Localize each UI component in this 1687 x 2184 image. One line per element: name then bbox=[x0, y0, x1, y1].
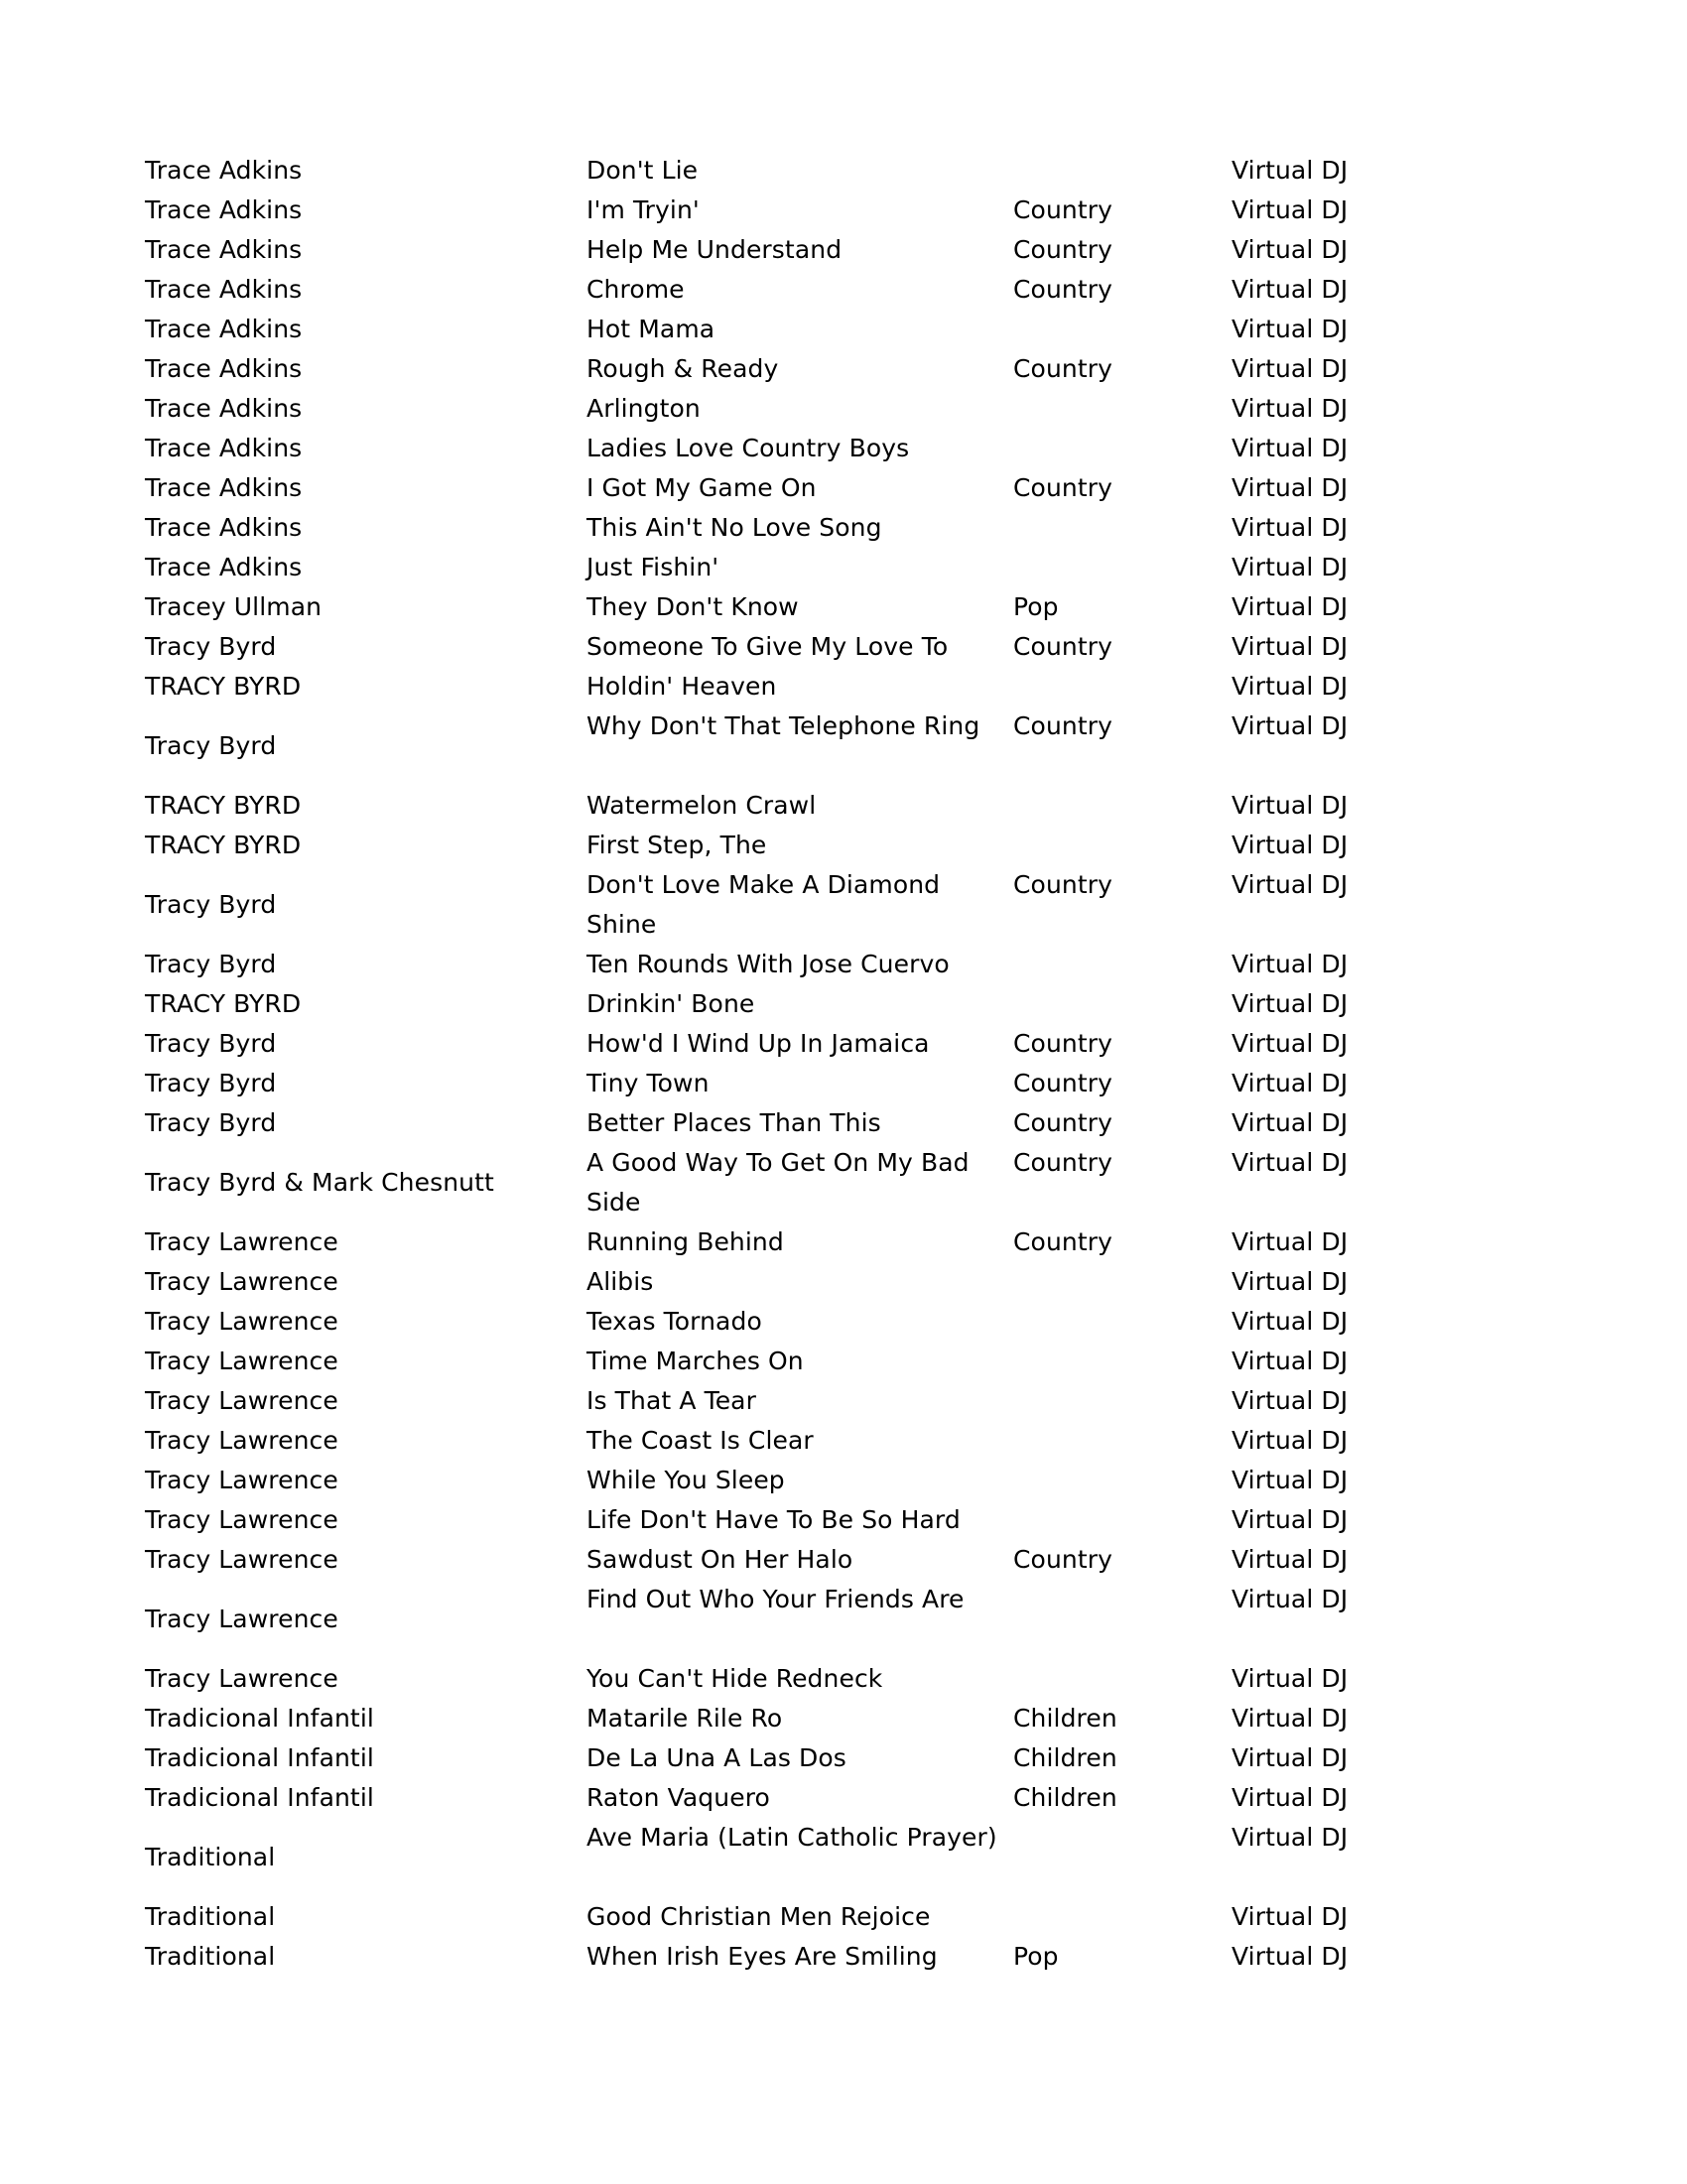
genre-cell: Country bbox=[1013, 275, 1113, 304]
title-cell: Don't Lie bbox=[586, 156, 699, 185]
artist-cell: Tracy Lawrence bbox=[145, 1505, 338, 1534]
table-row bbox=[145, 1500, 1385, 1540]
genre-cell bbox=[1013, 826, 1232, 865]
table-row bbox=[145, 984, 1385, 1024]
artist-cell: TRACY BYRD bbox=[145, 791, 302, 820]
artist-cell: TRACY BYRD bbox=[145, 831, 302, 859]
artist-cell: Tracy Lawrence bbox=[145, 1545, 338, 1574]
title-cell: How'd I Wind Up In Jamaica bbox=[586, 1029, 930, 1058]
title-cell: While You Sleep bbox=[586, 1466, 785, 1494]
title-cell: Good Christian Men Rejoice bbox=[586, 1902, 931, 1931]
title-cell: I'm Tryin' bbox=[586, 195, 700, 224]
title-cell: Arlington bbox=[586, 394, 701, 423]
source-cell: Virtual DJ bbox=[1232, 1148, 1349, 1177]
genre-cell bbox=[1013, 1500, 1232, 1540]
source-cell: Virtual DJ bbox=[1232, 950, 1349, 978]
genre-cell bbox=[1013, 786, 1232, 826]
song-list-body bbox=[145, 151, 1385, 1977]
title-cell: They Don't Know bbox=[586, 592, 799, 621]
source-cell: Virtual DJ bbox=[1232, 1307, 1349, 1336]
artist-cell: Tracy Byrd bbox=[145, 731, 277, 760]
table-row bbox=[145, 627, 1385, 667]
source-cell: Virtual DJ bbox=[1232, 394, 1349, 423]
title-cell: Is That A Tear bbox=[586, 1386, 756, 1415]
table-row bbox=[145, 1897, 1385, 1937]
genre-cell: Country bbox=[1013, 473, 1113, 502]
table-row bbox=[145, 1699, 1385, 1738]
table-row bbox=[145, 508, 1385, 548]
artist-cell: Tracy Lawrence bbox=[145, 1347, 338, 1375]
genre-cell: Country bbox=[1013, 870, 1113, 899]
table-row bbox=[145, 1143, 1385, 1222]
artist-cell: Tradicional Infantil bbox=[145, 1704, 374, 1733]
source-cell: Virtual DJ bbox=[1232, 1783, 1349, 1812]
artist-cell: Traditional bbox=[145, 1843, 276, 1871]
title-cell: Ladies Love Country Boys bbox=[586, 434, 910, 462]
title-cell: Raton Vaquero bbox=[586, 1783, 770, 1812]
table-row bbox=[145, 1659, 1385, 1699]
genre-cell: Country bbox=[1013, 632, 1113, 661]
genre-cell: Country bbox=[1013, 195, 1113, 224]
source-cell: Virtual DJ bbox=[1232, 275, 1349, 304]
table-row bbox=[145, 1580, 1385, 1659]
source-cell: Virtual DJ bbox=[1232, 1545, 1349, 1574]
artist-cell: Tracy Lawrence bbox=[145, 1267, 338, 1296]
source-cell: Virtual DJ bbox=[1232, 1108, 1349, 1137]
table-row bbox=[145, 349, 1385, 389]
artist-cell: Trace Adkins bbox=[145, 235, 303, 264]
title-cell: Running Behind bbox=[586, 1227, 784, 1256]
source-cell: Virtual DJ bbox=[1232, 513, 1349, 542]
title-cell: First Step, The bbox=[586, 831, 767, 859]
genre-cell: Country bbox=[1013, 1108, 1113, 1137]
artist-cell: Trace Adkins bbox=[145, 354, 303, 383]
genre-cell bbox=[1013, 508, 1232, 548]
table-row bbox=[145, 945, 1385, 984]
title-cell: Chrome bbox=[586, 275, 685, 304]
source-cell: Virtual DJ bbox=[1232, 1823, 1349, 1852]
artist-cell: Trace Adkins bbox=[145, 434, 303, 462]
source-cell: Virtual DJ bbox=[1232, 156, 1349, 185]
artist-cell: Tracy Byrd bbox=[145, 1069, 277, 1097]
artist-cell: Tracy Lawrence bbox=[145, 1426, 338, 1455]
title-cell: A Good Way To Get On My Bad Side bbox=[586, 1148, 970, 1217]
title-cell: Don't Love Make A Diamond Shine bbox=[586, 870, 941, 939]
title-cell: Why Don't That Telephone Ring bbox=[586, 711, 980, 740]
artist-cell: Tracy Byrd bbox=[145, 632, 277, 661]
table-row bbox=[145, 1738, 1385, 1778]
genre-cell bbox=[1013, 429, 1232, 468]
source-cell: Virtual DJ bbox=[1232, 195, 1349, 224]
table-row bbox=[145, 1421, 1385, 1461]
genre-cell: Pop bbox=[1013, 1942, 1059, 1971]
genre-cell bbox=[1013, 667, 1232, 707]
source-cell: Virtual DJ bbox=[1232, 235, 1349, 264]
title-cell: Better Places Than This bbox=[586, 1108, 881, 1137]
genre-cell bbox=[1013, 1302, 1232, 1342]
table-row bbox=[145, 310, 1385, 349]
table-row bbox=[145, 1302, 1385, 1342]
genre-cell bbox=[1013, 389, 1232, 429]
source-cell: Virtual DJ bbox=[1232, 434, 1349, 462]
table-row bbox=[145, 389, 1385, 429]
artist-cell: Traditional bbox=[145, 1942, 276, 1971]
artist-cell: Tracey Ullman bbox=[145, 592, 323, 621]
table-row bbox=[145, 429, 1385, 468]
table-row bbox=[145, 1778, 1385, 1818]
genre-cell bbox=[1013, 310, 1232, 349]
title-cell: The Coast Is Clear bbox=[586, 1426, 814, 1455]
genre-cell: Country bbox=[1013, 1227, 1113, 1256]
table-row bbox=[145, 1064, 1385, 1103]
source-cell: Virtual DJ bbox=[1232, 315, 1349, 343]
genre-cell bbox=[1013, 1580, 1232, 1659]
table-row bbox=[145, 468, 1385, 508]
artist-cell: Trace Adkins bbox=[145, 315, 303, 343]
title-cell: Texas Tornado bbox=[586, 1307, 762, 1336]
title-cell: Just Fishin' bbox=[586, 553, 719, 581]
title-cell: Drinkin' Bone bbox=[586, 989, 755, 1018]
source-cell: Virtual DJ bbox=[1232, 870, 1349, 899]
title-cell: Alibis bbox=[586, 1267, 654, 1296]
genre-cell: Children bbox=[1013, 1743, 1117, 1772]
title-cell: Ave Maria (Latin Catholic Prayer) bbox=[586, 1823, 997, 1852]
table-row bbox=[145, 1540, 1385, 1580]
title-cell: Rough & Ready bbox=[586, 354, 779, 383]
table-row bbox=[145, 1222, 1385, 1262]
table-row bbox=[145, 587, 1385, 627]
table-row bbox=[145, 786, 1385, 826]
title-cell: Help Me Understand bbox=[586, 235, 843, 264]
title-cell: Find Out Who Your Friends Are bbox=[586, 1585, 965, 1613]
artist-cell: Traditional bbox=[145, 1902, 276, 1931]
source-cell: Virtual DJ bbox=[1232, 1902, 1349, 1931]
artist-cell: Tracy Lawrence bbox=[145, 1386, 338, 1415]
title-cell: This Ain't No Love Song bbox=[586, 513, 882, 542]
title-cell: I Got My Game On bbox=[586, 473, 817, 502]
source-cell: Virtual DJ bbox=[1232, 1942, 1349, 1971]
title-cell: You Can't Hide Redneck bbox=[586, 1664, 883, 1693]
table-row bbox=[145, 1103, 1385, 1143]
title-cell: Hot Mama bbox=[586, 315, 715, 343]
title-cell: Time Marches On bbox=[586, 1347, 804, 1375]
artist-cell: Trace Adkins bbox=[145, 513, 303, 542]
artist-cell: Trace Adkins bbox=[145, 553, 303, 581]
title-cell: Matarile Rile Ro bbox=[586, 1704, 783, 1733]
artist-cell: Tracy Lawrence bbox=[145, 1466, 338, 1494]
source-cell: Virtual DJ bbox=[1232, 592, 1349, 621]
table-row bbox=[145, 1818, 1385, 1897]
source-cell: Virtual DJ bbox=[1232, 791, 1349, 820]
title-cell: Holdin' Heaven bbox=[586, 672, 777, 701]
genre-cell bbox=[1013, 1381, 1232, 1421]
source-cell: Virtual DJ bbox=[1232, 989, 1349, 1018]
artist-cell: Trace Adkins bbox=[145, 156, 303, 185]
artist-cell: Trace Adkins bbox=[145, 394, 303, 423]
genre-cell bbox=[1013, 1342, 1232, 1381]
title-cell: Tiny Town bbox=[586, 1069, 710, 1097]
title-cell: Life Don't Have To Be So Hard bbox=[586, 1505, 961, 1534]
source-cell: Virtual DJ bbox=[1232, 1505, 1349, 1534]
title-cell: When Irish Eyes Are Smiling bbox=[586, 1942, 938, 1971]
source-cell: Virtual DJ bbox=[1232, 831, 1349, 859]
genre-cell: Country bbox=[1013, 235, 1113, 264]
genre-cell bbox=[1013, 1262, 1232, 1302]
source-cell: Virtual DJ bbox=[1232, 1227, 1349, 1256]
title-cell: Watermelon Crawl bbox=[586, 791, 817, 820]
title-cell: Ten Rounds With Jose Cuervo bbox=[586, 950, 950, 978]
genre-cell: Children bbox=[1013, 1783, 1117, 1812]
table-row bbox=[145, 1461, 1385, 1500]
source-cell: Virtual DJ bbox=[1232, 1347, 1349, 1375]
table-row bbox=[145, 191, 1385, 230]
artist-cell: TRACY BYRD bbox=[145, 672, 302, 701]
genre-cell bbox=[1013, 1818, 1232, 1897]
source-cell: Virtual DJ bbox=[1232, 1386, 1349, 1415]
source-cell: Virtual DJ bbox=[1232, 1664, 1349, 1693]
title-cell: De La Una A Las Dos bbox=[586, 1743, 846, 1772]
artist-cell: Tracy Lawrence bbox=[145, 1307, 338, 1336]
table-row bbox=[145, 270, 1385, 310]
source-cell: Virtual DJ bbox=[1232, 354, 1349, 383]
source-cell: Virtual DJ bbox=[1232, 672, 1349, 701]
title-cell: Sawdust On Her Halo bbox=[586, 1545, 853, 1574]
source-cell: Virtual DJ bbox=[1232, 1069, 1349, 1097]
source-cell: Virtual DJ bbox=[1232, 1466, 1349, 1494]
table-row bbox=[145, 1342, 1385, 1381]
table-row bbox=[145, 1381, 1385, 1421]
genre-cell: Country bbox=[1013, 711, 1113, 740]
table-row bbox=[145, 1262, 1385, 1302]
table-row bbox=[145, 667, 1385, 707]
genre-cell bbox=[1013, 945, 1232, 984]
artist-cell: Tracy Byrd & Mark Chesnutt bbox=[145, 1168, 494, 1197]
artist-cell: TRACY BYRD bbox=[145, 989, 302, 1018]
genre-cell: Children bbox=[1013, 1704, 1117, 1733]
genre-cell bbox=[1013, 548, 1232, 587]
source-cell: Virtual DJ bbox=[1232, 1743, 1349, 1772]
artist-cell: Tracy Byrd bbox=[145, 950, 277, 978]
artist-cell: Tracy Lawrence bbox=[145, 1664, 338, 1693]
artist-cell: Trace Adkins bbox=[145, 473, 303, 502]
source-cell: Virtual DJ bbox=[1232, 632, 1349, 661]
source-cell: Virtual DJ bbox=[1232, 473, 1349, 502]
table-row bbox=[145, 1024, 1385, 1064]
artist-cell: Tracy Lawrence bbox=[145, 1605, 338, 1633]
source-cell: Virtual DJ bbox=[1232, 1426, 1349, 1455]
table-row bbox=[145, 826, 1385, 865]
table-row bbox=[145, 230, 1385, 270]
artist-cell: Tracy Lawrence bbox=[145, 1227, 338, 1256]
title-cell: Someone To Give My Love To bbox=[586, 632, 949, 661]
genre-cell bbox=[1013, 1421, 1232, 1461]
genre-cell: Country bbox=[1013, 1545, 1113, 1574]
song-list-table bbox=[145, 151, 1385, 1977]
artist-cell: Tradicional Infantil bbox=[145, 1783, 374, 1812]
table-row bbox=[145, 548, 1385, 587]
table-row bbox=[145, 151, 1385, 191]
artist-cell: Tracy Byrd bbox=[145, 1029, 277, 1058]
artist-cell: Tracy Byrd bbox=[145, 890, 277, 919]
genre-cell: Country bbox=[1013, 354, 1113, 383]
source-cell: Virtual DJ bbox=[1232, 1704, 1349, 1733]
genre-cell: Country bbox=[1013, 1069, 1113, 1097]
genre-cell: Country bbox=[1013, 1148, 1113, 1177]
genre-cell bbox=[1013, 151, 1232, 191]
artist-cell: Trace Adkins bbox=[145, 275, 303, 304]
source-cell: Virtual DJ bbox=[1232, 1267, 1349, 1296]
source-cell: Virtual DJ bbox=[1232, 711, 1349, 740]
genre-cell bbox=[1013, 984, 1232, 1024]
genre-cell bbox=[1013, 1659, 1232, 1699]
table-row bbox=[145, 707, 1385, 786]
source-cell: Virtual DJ bbox=[1232, 1585, 1349, 1613]
source-cell: Virtual DJ bbox=[1232, 1029, 1349, 1058]
genre-cell: Country bbox=[1013, 1029, 1113, 1058]
genre-cell bbox=[1013, 1897, 1232, 1937]
table-row bbox=[145, 865, 1385, 945]
artist-cell: Tradicional Infantil bbox=[145, 1743, 374, 1772]
artist-cell: Tracy Byrd bbox=[145, 1108, 277, 1137]
artist-cell: Trace Adkins bbox=[145, 195, 303, 224]
genre-cell bbox=[1013, 1461, 1232, 1500]
genre-cell: Pop bbox=[1013, 592, 1059, 621]
source-cell: Virtual DJ bbox=[1232, 553, 1349, 581]
table-row bbox=[145, 1937, 1385, 1977]
